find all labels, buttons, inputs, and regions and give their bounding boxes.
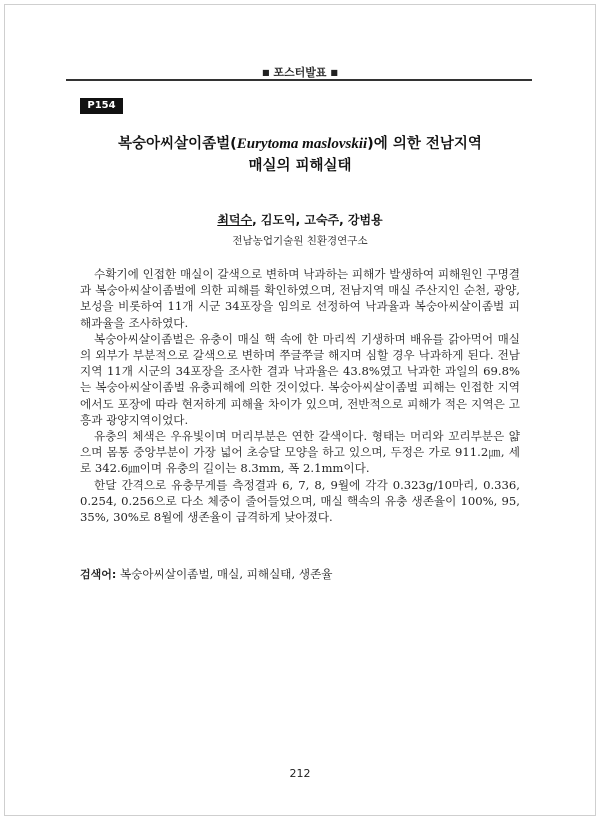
poster-id-badge: P154	[80, 98, 123, 114]
title-line-2: 매실의 피해실태	[248, 158, 352, 174]
section-label: 포스터발표	[273, 66, 327, 79]
keywords-label: 검색어:	[80, 568, 117, 581]
scientific-name: Eurytoma maslovskii	[236, 136, 368, 152]
paper-title	[70, 133, 530, 177]
section-header	[0, 64, 600, 80]
abstract-paragraph-4: 한달 간격으로 유충무게를 측정결과 6, 7, 8, 9월에 각각 0.323g/10마리, 0.336, 0.254, 0.256으로 다소 체중이 줄어들었으며, 매실 핵속의 유충 생존율이 100%, 95, 35%, 30%로 8월에 생존율이 급격하게 낮아졌다.	[80, 477, 520, 525]
affiliation: 전남농업기술원 친환경연구소	[232, 235, 368, 247]
abstract-paragraph-1: 수확기에 인접한 매실이 갈색으로 변하며 낙과하는 피해가 발생하여 피해원인 구명결과 복숭아씨살이좀벌에 의한 피해를 확인하였으며, 전남지역 매실 주산지인 순천, 광양, 보성을 비롯하여 11개 시군 34포장을 임의로 선정하여 낙과율과 복숭아씨살이좀벌 피해과율을 조사하였다.	[80, 267, 520, 330]
abstract-paragraph-2: 복숭아씨살이좀벌은 유충이 매실 핵 속에 한 마리씩 기생하며 배유를 갉아먹어 매실의 외부가 부분적으로 갈색으로 변하며 쭈글쭈글 해지며 심할 경우 낙과하게 된다. 전남지역 11개 시군의 34포장을 조사한 결과 낙과율은 43.8%였고 낙과한 과일의 69.8%는 복숭아씨살이좀벌 유충피해에 의한 것이었다. 복숭아씨살이좀벌 피해는 인접한 지역에서도 포장에 따라 현저하게 피해율 차이가 있으며, 전반적으로 피해가 적은 지역은 고흥과 광양지역이었다.	[80, 331, 520, 427]
page-number: 212	[289, 767, 311, 780]
author-list	[0, 211, 600, 228]
keywords-value: 복숭아씨살이좀벌, 매실, 피해실태, 생존율	[116, 567, 333, 581]
section-marker-left: ■	[262, 68, 270, 77]
title-suffix: )에 의한 전남지역	[367, 136, 482, 152]
abstract-body	[80, 266, 520, 525]
title-prefix: 복숭아씨살이좀벌(	[118, 136, 237, 152]
title-line-1	[70, 133, 530, 155]
header-divider	[66, 79, 532, 81]
section-marker-right: ■	[330, 68, 338, 77]
keywords	[80, 566, 520, 583]
presenting-author: 최덕수	[217, 213, 253, 227]
abstract-paragraph-3: 유충의 체색은 우유빛이며 머리부분은 연한 갈색이다. 형태는 머리와 꼬리부분은 얇으며 몸통 중앙부분이 가장 넓어 초승달 모양을 하고 있으며, 두정은 가로 911.2㎛, 세로 342.6㎛이며 유충의 길이는 8.3mm, 폭 2.1mm이다.	[80, 429, 520, 476]
co-authors: , 김도익, 고숙주, 강범용	[252, 213, 383, 227]
